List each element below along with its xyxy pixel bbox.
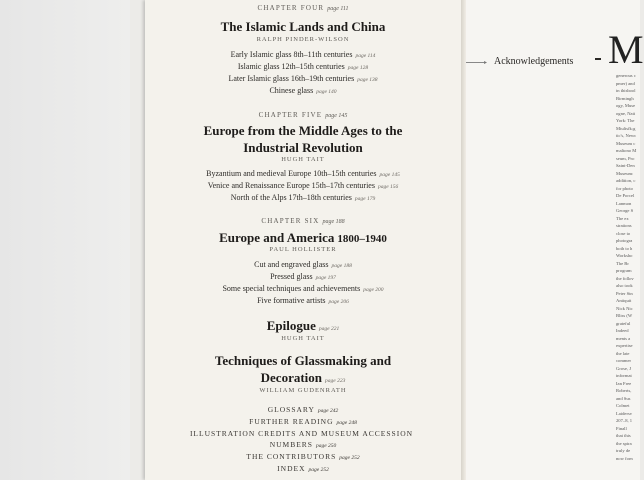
back-matter-item: GLOSSARY page 242: [267, 405, 339, 414]
toc-entry: Islamic glass 12th–15th centuries page 128: [237, 62, 369, 71]
techniques-title-line1: Techniques of Glassmaking and: [214, 353, 392, 368]
body-line: Roberts,: [616, 388, 632, 393]
desk-background: [0, 0, 130, 480]
epilogue-author: HUGH TAIT: [281, 335, 325, 342]
body-line: the spira: [616, 440, 632, 446]
body-line: the follov: [616, 275, 634, 281]
back-matter-item: THE CONTRIBUTORS page 252: [246, 452, 360, 461]
body-line: The Br: [616, 260, 629, 266]
body-line: tic's, Newc: [616, 133, 637, 138]
body-line: Saint-Den: [616, 163, 635, 168]
body-line: ments a: [616, 335, 631, 341]
techniques-title-line2: Decoration page 223: [260, 370, 346, 385]
body-line: Worksho: [616, 253, 633, 258]
drop-cap: M: [608, 27, 644, 72]
heading-bar: [595, 58, 601, 60]
body-line: Lanmon: [616, 200, 632, 206]
chapter-five-title-line1: Europe from the Middle Ages to the: [203, 123, 403, 138]
toc-entry: North of the Alps 17th–18th centuries page 179: [230, 193, 376, 202]
body-line: 207–8, 1: [616, 418, 633, 423]
body-line: commer: [616, 358, 632, 363]
body-line: strations: [616, 223, 632, 228]
body-line: the late: [616, 350, 630, 356]
body-line: maltono M: [616, 148, 637, 153]
contents-page: [145, 0, 461, 480]
chapter-five-author: HUGH TAIT: [281, 156, 325, 163]
body-line: York: The: [616, 118, 635, 123]
body-line: truly de: [616, 448, 631, 453]
body-line: De Porcel: [616, 193, 635, 198]
body-line: both to h: [616, 245, 633, 251]
chapter-four-author: RALPH PINDER-WILSON: [256, 36, 350, 43]
body-line: Museum c: [616, 140, 636, 146]
body-line: Miultsfk;g: [616, 125, 636, 131]
body-line: Grose, J: [616, 365, 632, 371]
body-line: ogne, Nati: [616, 110, 636, 116]
arrow-right-icon: ▸: [484, 60, 488, 66]
body-line: now forn: [616, 455, 633, 461]
heading-rule: [466, 62, 484, 63]
body-line: Laidersv: [616, 410, 633, 416]
body-line: Nick Nic: [616, 305, 633, 311]
toc-entry: Venice and Renaissance Europe 15th–17th centuries page 156: [207, 181, 399, 190]
chapter-five-label: CHAPTER FIVE page 145: [258, 111, 348, 119]
body-line: Birmingh: [616, 95, 634, 101]
toc-entry: Cut and engraved glass page 188: [254, 260, 352, 269]
back-matter-item: NUMBERS page 250: [269, 440, 337, 449]
toc-entry: Later Islamic glass 16th–19th centuries page 138: [228, 74, 378, 83]
body-line: seum, Pro: [616, 155, 635, 161]
toc-entry: Some special techniques and achievements page 200: [222, 284, 384, 293]
toc-entry: Pressed glass page 197: [270, 272, 336, 281]
acknowledgements-page: [466, 0, 640, 480]
chapter-four-label: CHAPTER FOUR page 111: [257, 4, 349, 12]
body-line: for photo: [616, 185, 633, 191]
techniques-author: WILLIAM GUDENRATH: [259, 387, 347, 394]
body-line: Bliss (W: [616, 313, 633, 318]
body-line: addition, c: [616, 178, 636, 183]
body-line: Ian Free: [616, 380, 632, 386]
body-line: Colmet: [616, 403, 630, 408]
body-line: close to: [616, 230, 631, 236]
back-matter-item: FURTHER READING page 248: [249, 417, 357, 426]
body-line: grateful: [616, 320, 631, 326]
toc-entry: Early Islamic glass 8th–11th centuries page 114: [230, 50, 376, 59]
toc-entry: Chinese glass page 140: [269, 86, 337, 95]
body-line: The ex: [616, 215, 629, 221]
body-line: also took: [616, 283, 633, 288]
body-line: and Sus: [616, 395, 631, 401]
toc-entry: Five formative artists page 206: [257, 296, 349, 305]
chapter-four-title: The Islamic Lands and China: [220, 19, 386, 34]
body-line: informat: [616, 373, 632, 378]
body-line: pmer) and: [616, 80, 635, 86]
body-line: Indeed: [616, 328, 629, 333]
body-line: George S: [616, 208, 634, 213]
body-line: expertise: [616, 343, 633, 348]
body-line: program: [616, 268, 632, 273]
chapter-six-label: CHAPTER SIX page 188: [261, 217, 345, 225]
acknowledgements-heading: Acknowledgements: [494, 56, 574, 67]
chapter-six-author: PAUL HOLLISTER: [269, 246, 337, 253]
back-matter-item: ILLUSTRATION CREDITS AND MUSEUM ACCESSION: [189, 429, 414, 438]
body-line: photogra: [616, 238, 633, 243]
body-line: Finall: [616, 425, 627, 431]
body-line: Museum:: [616, 170, 634, 176]
chapter-six-title: Europe and America 1800–1940: [219, 230, 387, 245]
body-line: ogy, Muse: [616, 103, 636, 108]
body-line: in thisbool: [616, 88, 636, 93]
body-line: generous c: [616, 73, 636, 78]
body-line: Antiquit: [616, 298, 632, 303]
chapter-five-title-line2: Industrial Revolution: [243, 140, 363, 155]
acknowledgements-body-text: [616, 72, 642, 462]
body-line: Peter Stn: [616, 290, 633, 296]
body-line: that this: [616, 433, 631, 438]
epilogue-title: Epilogue page 221: [266, 318, 340, 333]
back-matter-item: INDEX page 252: [277, 464, 329, 473]
toc-entry: Byzantium and medieval Europe 10th–15th centuries page 145: [206, 169, 400, 178]
